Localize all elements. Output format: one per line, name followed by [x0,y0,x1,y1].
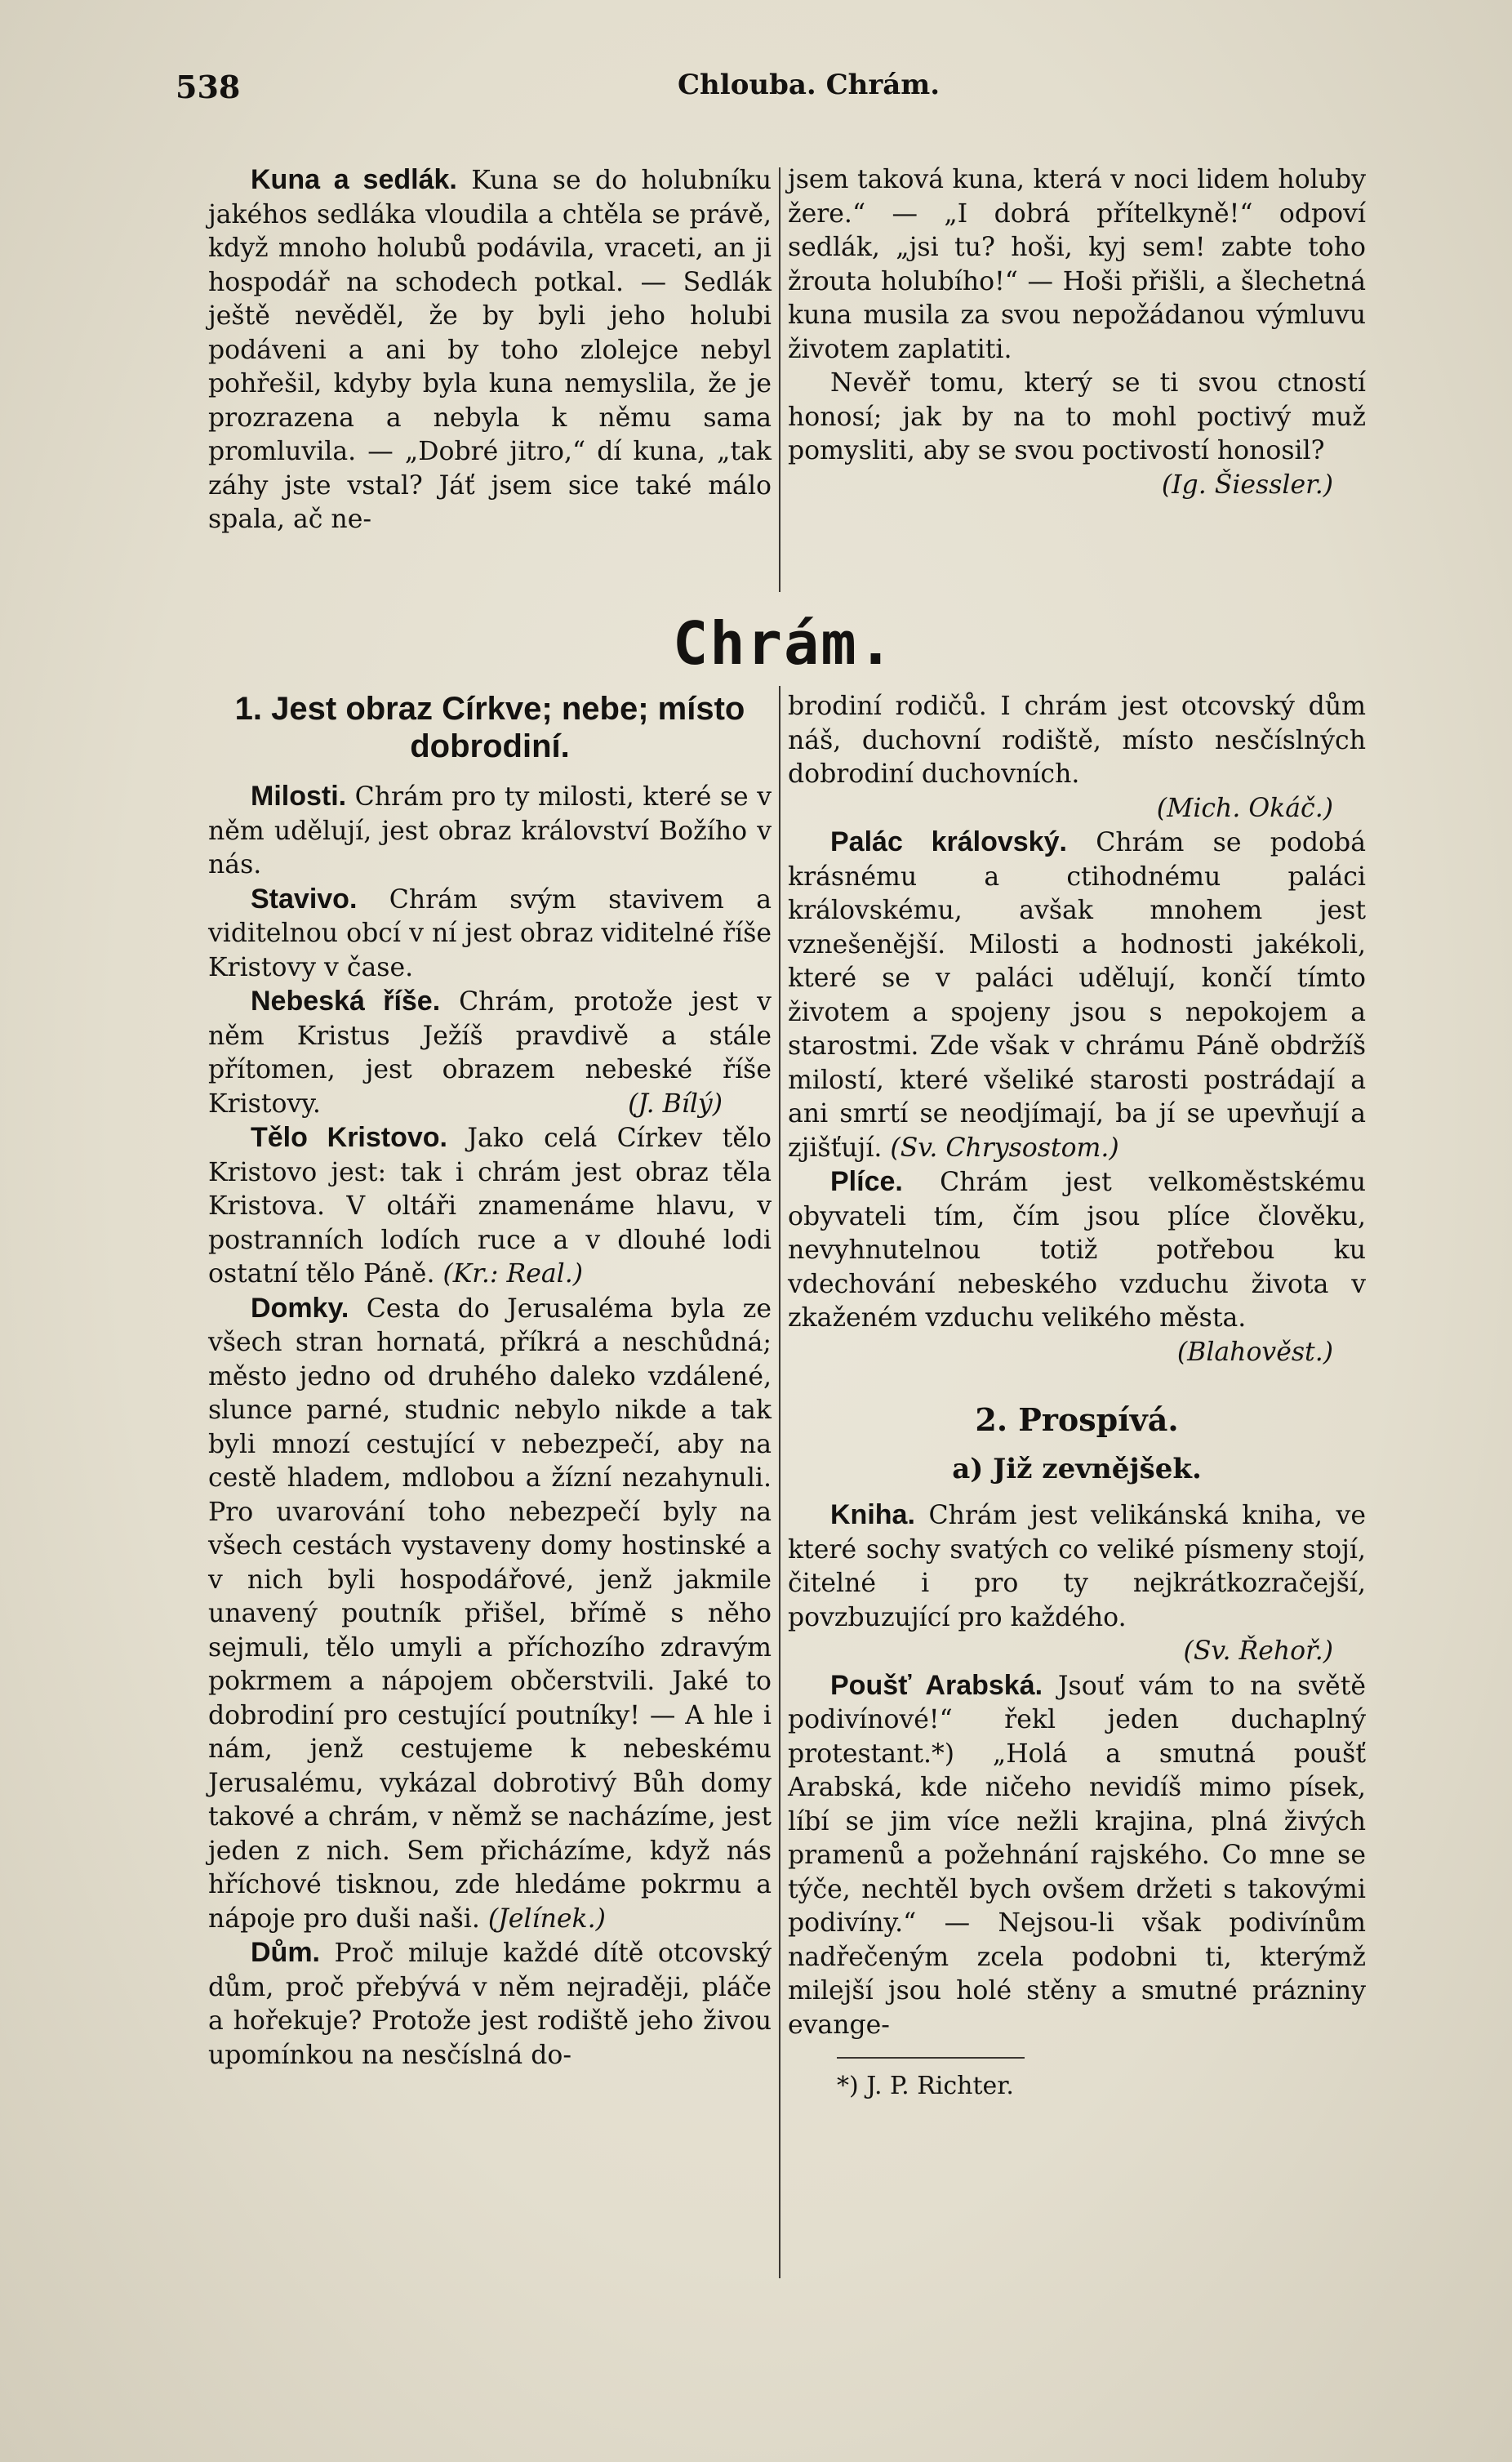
entry-author: (Mich. Okáč.) [1156,793,1333,823]
entry-paragraph [788,1165,1366,1336]
top-left-column [208,163,772,537]
fable-paragraph [208,163,772,537]
entry-keyword: Plíce. [830,1166,903,1197]
entry-author: (J. Bílý) [628,1089,723,1119]
fable-continuation: jsem taková kuna, která v noci lidem holuby žere.“ — „I dobrá přítelkyně!“ odpoví sedlák, „jsi tu? hoši, kyj sem! zabte toho žrouta holubího!“ — Hoši přišli, a šlechetná kuna musila za svou nepožádanou výmluvu životem zaplatiti. [788,165,1366,364]
entry-author: (Sv. Chrysostom.) [890,1133,1119,1163]
entry-keyword: Kniha. [830,1499,915,1530]
column-divider-bottom [779,686,780,2278]
column-divider-top [779,167,780,592]
entry-keyword: Tělo Kristovo. [251,1122,448,1153]
entry-keyword: Poušť Arabská. [830,1669,1043,1701]
entry-keyword: Milosti. [251,781,347,812]
entry-text: Chrám jest velikánská kniha, ve které sochy svatých co veliké písmeny stojí, čitelné i pro ty nejkrátkozračejší, povzbuzující pro každého. [788,1501,1366,1632]
running-title: Chlouba. Chrám. [678,69,941,101]
entry-keyword: Domky. [251,1292,349,1324]
chapter-heading: 1. Jest obraz Církve; nebe; místo dobrodiní. [234,691,745,764]
fable-text: Kuna se do holubníku jakéhos sedláka vloudila a chtěla se právě, když mnoho holubů podávila, vraceti, an ji hospodář na schodech potkal. — Sedlák ještě nevěděl, že by byli jeho holubi podáveni a ani by toho zlolejce nebyl pohřešil, kdyby byla kuna nemyslila, že je prozrazena a nebyla k němu sama promluvila. — „Dobré jitro,“ dí kuna, „tak záhy jste vstal? Jáť jsem sice také málo spala, ač ne- [208,166,772,534]
subsubsection-heading: a) Již zevnějšek. [952,1453,1202,1485]
bottom-left-column [208,690,772,2072]
fable-keyword: Kuna a sedlák. [251,164,457,195]
entry-paragraph [208,780,772,883]
entry-text: Jako celá Církev tělo Kristovo jest: tak i chrám jest obraz těla Kristova. V oltáři znamenáme hlavu, v postranních lodích ruce a v dlouhé lodi ostatní tělo Páně. [208,1124,772,1289]
entry-paragraph [788,1669,1366,2043]
entry-text: Chrám svým stavivem a viditelnou obcí v ní jest obraz viditelné říše Kristovy v čase. [208,884,772,982]
footnote-rule [837,2057,1025,2059]
entry-text: Jsouť vám to na světě podivínové!“ řekl jeden duchaplný protestant.*) „Holá a smutná poušť Arabská, kde ničeho nevidíš mimo písek, líbí se jim více nežli krajina, plná živých pramenů a požehnání rajského. Co mne se týče, nechtěl bych ovšem držeti s takovými podivíny.“ — Nejsou-li však podivínům nadřečeným zcela podobni ti, kterýmž milejší jsou holé stěny a smutné prázniny evange- [788,1671,1366,2040]
entry-text: Chrám pro ty milosti, které se v něm udělují, jest obraz království Božího v nás. [208,782,772,879]
entry-keyword: Palác královský. [830,826,1067,857]
entry-text: Proč miluje každé dítě otcovský dům, proč přebývá v něm nejraději, pláče a hořekuje? Protože jest rodiště jeho živou upomínkou na nesčíslná do- [208,1939,772,2070]
entry-paragraph [788,1498,1366,1635]
page-number: 538 [176,69,241,105]
page-header [0,69,1512,114]
entry-keyword: Dům. [251,1937,320,1968]
entry-text: Cesta do Jerusaléma byla ze všech stran hornatá, příkrá a neschůdná; město jedno od druhého daleko vzdálené, slunce parné, studnic nebylo nikde a tak byli mnozí cestující v nebezpečí, aby na cestě hladem, mdlobou a žízní nezahynuli. Pro uvarování toho nebezpečí byly na všech cestách vystaveny domy hostinské a v nich byli hospodářové, jenž jakmile unavený poutník přišel, břímě s něho sejmuli, tělo umyli a příchozího zdravým pokrmem a nápojem občerstvili. Jaké to dobrodiní pro cestující poutníky! — A hle i nám, jenž cestujeme k nebeskému Jerusalému, vykázal dobrotivý Bůh domy takové a chrám, v němž se nacházíme, jest jeden z nich. Sem přicházíme, když nás hříchové tisknou, zde hledáme pokrmu a nápoje pro duši naši. [208,1293,772,1934]
fable-moral [788,367,1366,500]
footnote: *) J. P. Richter. [837,2072,1014,2100]
entry-keyword: Stavivo. [251,883,358,915]
section-title: Chrám. [672,609,896,678]
entry-keyword: Nebeská říše. [251,986,441,1017]
entry-paragraph [208,1292,772,1937]
bottom-right-column [788,690,1366,2103]
fable-author: (Ig. Šiessler.) [1161,470,1333,500]
entry-author: (Jelínek.) [487,1903,606,1934]
entry-author: (Sv. Řehoř.) [1183,1636,1333,1666]
continuation-paragraph: brodiní rodičů. I chrám jest otcovský dům náš, duchovní rodiště, místo nesčíslných dobrodiní duchovních. [788,692,1366,789]
entry-paragraph [208,1936,772,2072]
entry-author: (Kr.: Real.) [442,1259,584,1289]
subsection-heading: 2. Prospívá. [975,1401,1179,1438]
entry-paragraph [208,1121,772,1292]
entry-paragraph [788,826,1366,1165]
entry-paragraph [208,985,772,1121]
entry-author: (Blahověst.) [1176,1337,1333,1367]
entry-text: Chrám jest velkoměstskému obyvateli tím, čím jsou plíce člověku, nevyhnutelnou totiž potřebou ku vdechování nebeského vzduchu života v zkaženém vzduchu velikého města. [788,1168,1366,1333]
entry-paragraph [208,883,772,986]
fable-moral-text: Nevěř tomu, který se ti svou ctností honosí; jak by na to mohl poctivý muž pomysliti, aby se svou poctivostí honosil? [788,368,1366,465]
top-right-column [788,163,1366,502]
entry-text: Chrám se podobá krásnému a ctihodnému paláci královskému, avšak mnohem jest vznešenější. Milosti a hodnosti jakékoli, které se v paláci udělují, končí tímto životem a spojeny jsou s nepokojem a starostmi. Zde však v chrámu Páně obdržíš milostí, které všeliké starosti postrádají a ani smrtí se neodjímají, ba jí se upevňují a zjišťují. [788,828,1366,1163]
entry-text: Chrám, protože jest v něm Kristus Ježíš pravdivě a stále přítomen, jest obrazem nebeské říše Kristovy. [208,987,772,1119]
